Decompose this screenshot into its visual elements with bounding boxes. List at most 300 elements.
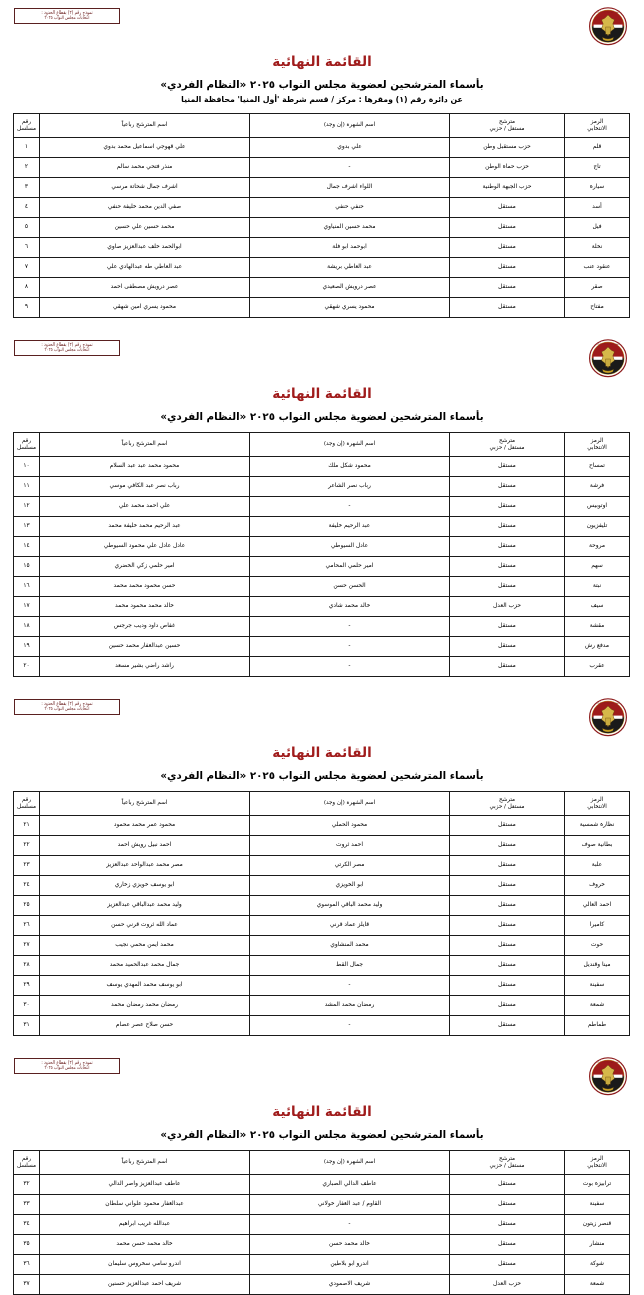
cell-fame: القاوم / عبد الغفار خولاني (250, 1195, 450, 1215)
cell-fame: محمد حسين المنياوي (250, 218, 450, 238)
candidates-table (13, 1150, 630, 1295)
cell-symbol: عنقود عنب (565, 258, 630, 278)
column-header-party-line1: مترشح (498, 796, 516, 803)
cell-party: مستقل (450, 537, 565, 557)
column-header-serial (14, 792, 40, 816)
table-row (14, 178, 630, 198)
cell-serial: ٣٤ (14, 1215, 40, 1235)
svg-text:الهيئة الوطنية للانتخابات: الهيئة الوطنية للانتخابات (596, 10, 620, 14)
cell-name: عبدالله غريب ابراهيم (40, 1215, 250, 1235)
column-header-serial-line2: مسلسل (16, 125, 37, 132)
column-header-fame (250, 114, 450, 138)
column-header-serial-line2: مسلسل (16, 444, 37, 451)
cell-symbol: تاج (565, 158, 630, 178)
cell-serial: ٢٨ (14, 956, 40, 976)
column-header-party-line1: مترشح (498, 437, 516, 444)
table-header-row (14, 792, 630, 816)
cell-symbol: شوكة (565, 1255, 630, 1275)
table-row (14, 1016, 630, 1036)
column-header-symbol (565, 114, 630, 138)
table-row (14, 617, 630, 637)
cell-party: مستقل (450, 517, 565, 537)
cell-symbol: ترابيزة بوت (565, 1175, 630, 1195)
column-header-serial-line2: مسلسل (16, 803, 37, 810)
cell-party: مستقل (450, 258, 565, 278)
table-body (14, 457, 630, 677)
cell-name: ابو يوسف محمد المهدي يوسف (40, 976, 250, 996)
cell-symbol: قلم (565, 138, 630, 158)
svg-text:الهيئة الوطنية للانتخابات: الهيئة الوطنية للانتخابات (596, 701, 620, 705)
cell-party: مستقل (450, 477, 565, 497)
cell-party: مستقل (450, 856, 565, 876)
cell-name: محمد حسين علي حسين (40, 218, 250, 238)
cell-symbol: منشار (565, 1235, 630, 1255)
cell-fame: - (250, 976, 450, 996)
section-divider-gap (0, 677, 644, 691)
cell-fame: عاطف الدالي الصباري (250, 1175, 450, 1195)
column-header-fame (250, 1151, 450, 1175)
cell-symbol: تليفزيون (565, 517, 630, 537)
column-header-serial-line1: رقم (21, 118, 32, 125)
column-header-symbol-line2: الانتخابي (587, 1162, 607, 1169)
page-subtitle: بأسماء المترشحين لعضوية مجلس النواب ٢٠٢٥ «النظام الفردي» (160, 770, 484, 782)
cell-fame: حنفي حنفي (250, 198, 450, 218)
column-header-symbol-line1: الرمز (590, 437, 604, 444)
column-header-name (40, 114, 250, 138)
cell-name: وليد محمد عبدالباقي عبدالعزيز (40, 896, 250, 916)
cell-serial: ٩ (14, 298, 40, 318)
cell-party: حزب العدل (450, 1275, 565, 1295)
column-header-serial (14, 114, 40, 138)
sheet-header (14, 691, 630, 743)
cell-name: ابو يوسف خويزي زخاري (40, 876, 250, 896)
table-row (14, 517, 630, 537)
cell-serial: ٢٩ (14, 976, 40, 996)
cell-serial: ١٦ (14, 577, 40, 597)
table-row (14, 1215, 630, 1235)
cell-party: مستقل (450, 916, 565, 936)
cell-symbol: طماطم (565, 1016, 630, 1036)
cell-party: مستقل (450, 1215, 565, 1235)
cell-name: عادل عادل علي محمود السيوطي (40, 537, 250, 557)
sheet-header (14, 0, 630, 52)
stamp-line-2: انتخابات مجلس النواب ٢٠٢٥ (44, 704, 90, 712)
table-row (14, 936, 630, 956)
cell-name: امير حلمي زكي الخضري (40, 557, 250, 577)
cell-symbol: سفينة (565, 976, 630, 996)
cell-party: مستقل (450, 198, 565, 218)
cell-symbol: مروحة (565, 537, 630, 557)
table-row (14, 198, 630, 218)
column-header-fame-line1: اسم الشهرة (إن وجد) (323, 441, 376, 447)
table-header (14, 1151, 630, 1175)
cell-fame: احمد ثروت (250, 836, 450, 856)
cell-name: حسن محمود محمد محمد (40, 577, 250, 597)
cell-party: مستقل (450, 1255, 565, 1275)
table-body (14, 1175, 630, 1295)
cell-name: رباب نصر عبد الكافي موسي (40, 477, 250, 497)
column-header-serial-line1: رقم (21, 1155, 32, 1162)
cell-fame: جمال القط (250, 956, 450, 976)
cell-serial: ١٥ (14, 557, 40, 577)
column-header-name-line1: اسم المترشح رباعياً (121, 800, 168, 806)
cell-symbol: سيارة (565, 178, 630, 198)
table-row (14, 916, 630, 936)
table-row (14, 876, 630, 896)
cell-fame: وليد محمد الباقي الموسوي (250, 896, 450, 916)
cell-serial: ٢٧ (14, 936, 40, 956)
egypt-eagle-emblem-icon (588, 697, 628, 739)
cell-party: حزب العدل (450, 597, 565, 617)
cell-name: خالد محمد محمود محمد (40, 597, 250, 617)
cell-symbol: اوتوبيس (565, 497, 630, 517)
cell-fame: اندرو ابو بلاطين (250, 1255, 450, 1275)
list-page-section-3 (0, 691, 644, 1036)
cell-serial: ٣١ (14, 1016, 40, 1036)
table-row (14, 1275, 630, 1295)
cell-serial: ٨ (14, 278, 40, 298)
cell-serial: ١ (14, 138, 40, 158)
cell-name: عبد العاطي طه عبدالهادي علي (40, 258, 250, 278)
table-body (14, 138, 630, 318)
cell-name: محمود يسري امين شهقي (40, 298, 250, 318)
cell-party: مستقل (450, 936, 565, 956)
cell-symbol: عقرب (565, 657, 630, 677)
cell-symbol: مفتاح (565, 298, 630, 318)
cell-fame: - (250, 1016, 450, 1036)
cell-fame: - (250, 657, 450, 677)
column-header-party-line2: مستقل / حزبي (489, 1162, 525, 1169)
cell-name: احمد نبيل رويش احمد (40, 836, 250, 856)
table-row (14, 1195, 630, 1215)
table-row (14, 657, 630, 677)
cell-name: محمود محمد عبد عبد السلام (40, 457, 250, 477)
table-row (14, 497, 630, 517)
egypt-eagle-emblem-icon (588, 6, 628, 48)
cell-name: جمال محمد عبدالحميد محمد (40, 956, 250, 976)
cell-party: مستقل (450, 996, 565, 1016)
column-header-serial (14, 433, 40, 457)
egypt-eagle-emblem-icon (588, 338, 628, 380)
column-header-serial-line1: رقم (21, 796, 32, 803)
column-header-fame-line1: اسم الشهرة (إن وجد) (323, 800, 376, 806)
page-subtitle: بأسماء المترشحين لعضوية مجلس النواب ٢٠٢٥ «النظام الفردي» (160, 79, 484, 91)
cell-fame: محمود الحملي (250, 816, 450, 836)
cell-serial: ١٣ (14, 517, 40, 537)
cell-serial: ٣٦ (14, 1255, 40, 1275)
cell-fame: محمد المنشاوي (250, 936, 450, 956)
cell-fame: اللواء اشرف جمال (250, 178, 450, 198)
cell-serial: ٥ (14, 218, 40, 238)
page-subtitle: بأسماء المترشحين لعضوية مجلس النواب ٢٠٢٥ «النظام الفردي» (160, 1129, 484, 1141)
cell-name: ابوالحمد خلف عبدالعزيز صاوي (40, 238, 250, 258)
cell-symbol: نخلة (565, 238, 630, 258)
cell-symbol: فرشة (565, 477, 630, 497)
list-page-section-1 (0, 0, 644, 318)
table-header (14, 114, 630, 138)
candidates-table (13, 791, 630, 1036)
column-header-symbol (565, 1151, 630, 1175)
table-row (14, 278, 630, 298)
column-header-name-line1: اسم المترشح رباعياً (121, 441, 168, 447)
column-header-serial-line1: رقم (21, 437, 32, 444)
cell-serial: ٣٣ (14, 1195, 40, 1215)
cell-party: مستقل (450, 557, 565, 577)
cell-party: مستقل (450, 836, 565, 856)
cell-symbol: قنصر زيتون (565, 1215, 630, 1235)
cell-party: مستقل (450, 577, 565, 597)
cell-fame: مصر الكرتي (250, 856, 450, 876)
cell-party: مستقل (450, 298, 565, 318)
cell-party: مستقل (450, 238, 565, 258)
cell-serial: ٣ (14, 178, 40, 198)
cell-name: صفي الدين محمد خليفة حنفي (40, 198, 250, 218)
cell-serial: ٢٠ (14, 657, 40, 677)
column-header-party (450, 792, 565, 816)
cell-symbol: صقر (565, 278, 630, 298)
table-row (14, 637, 630, 657)
table-row (14, 138, 630, 158)
table-row (14, 298, 630, 318)
stamp-line-1: نموذج رقم (٢) بقطاع الحدود : (41, 341, 93, 348)
cell-fame: محمود يسري شهقي (250, 298, 450, 318)
sheet-header (14, 332, 630, 384)
cell-fame: رمضان محمد المشد (250, 996, 450, 1016)
cell-symbol: احمد العالي (565, 896, 630, 916)
candidates-table (13, 113, 630, 318)
cell-serial: ٣٥ (14, 1235, 40, 1255)
table-header (14, 792, 630, 816)
column-header-party-line2: مستقل / حزبي (489, 803, 525, 810)
cell-party: حزب مستقبل وطن (450, 138, 565, 158)
page-subtitle: بأسماء المترشحين لعضوية مجلس النواب ٢٠٢٥ «النظام الفردي» (160, 411, 484, 423)
cell-name: رمضان محمد رمضان محمد (40, 996, 250, 1016)
cell-fame: محمود شكل ملك (250, 457, 450, 477)
table-row (14, 557, 630, 577)
cell-party: مستقل (450, 976, 565, 996)
cell-party: مستقل (450, 657, 565, 677)
column-header-name (40, 792, 250, 816)
stamp-line-2: انتخابات مجلس النواب ٢٠٢٥ (44, 1063, 90, 1071)
cell-party: مستقل (450, 896, 565, 916)
cell-name: منذر فتحي محمد سالم (40, 158, 250, 178)
cell-fame: امير حلمي المحامي (250, 557, 450, 577)
cell-serial: ١٨ (14, 617, 40, 637)
column-header-fame-line1: اسم الشهرة (إن وجد) (323, 122, 376, 128)
column-header-party (450, 114, 565, 138)
cell-party: مستقل (450, 816, 565, 836)
column-header-symbol-line2: الانتخابي (587, 803, 607, 810)
cell-symbol: أسد (565, 198, 630, 218)
stamp-line-1: نموذج رقم (٢) بقطاع الحدود : (41, 700, 93, 707)
cell-name: مصر محمد عبدالواحد عبدالعزيز (40, 856, 250, 876)
cell-symbol: سيف (565, 597, 630, 617)
table-row (14, 258, 630, 278)
cell-party: مستقل (450, 876, 565, 896)
cell-name: علي احمد محمد علي (40, 497, 250, 517)
column-header-party (450, 1151, 565, 1175)
cell-serial: ٧ (14, 258, 40, 278)
column-header-serial (14, 1151, 40, 1175)
cell-name: محمود عمر محمد محمود (40, 816, 250, 836)
cell-party: مستقل (450, 278, 565, 298)
table-row (14, 836, 630, 856)
cell-symbol: سفينة (565, 1195, 630, 1215)
cell-fame: علي بدوي (250, 138, 450, 158)
svg-text:الهيئة الوطنية للانتخابات: الهيئة الوطنية للانتخابات (596, 1060, 620, 1064)
cell-symbol: كاميرا (565, 916, 630, 936)
column-header-party (450, 433, 565, 457)
cell-fame: عبد الرحيم خليفة (250, 517, 450, 537)
cell-name: عبدالغفار محمود علواني سلطان (40, 1195, 250, 1215)
table-row (14, 477, 630, 497)
cell-serial: ٢١ (14, 816, 40, 836)
cell-fame: - (250, 158, 450, 178)
cell-symbol: شمعة (565, 1275, 630, 1295)
cell-fame: قايلز عماد قرني (250, 916, 450, 936)
list-page-section-2 (0, 332, 644, 677)
cell-serial: ٦ (14, 238, 40, 258)
page-title: القائمة النهائية (272, 745, 372, 761)
cell-name: غفاص داود وديب جرجس (40, 617, 250, 637)
cell-fame: ابو الخويزي (250, 876, 450, 896)
column-header-name (40, 433, 250, 457)
column-header-party-line2: مستقل / حزبي (489, 125, 525, 132)
column-header-name-line1: اسم المترشح رباعياً (121, 122, 168, 128)
cell-party: مستقل (450, 457, 565, 477)
cell-party: مستقل (450, 1235, 565, 1255)
stamp-line-1: نموذج رقم (٢) بقطاع الحدود : (41, 9, 93, 16)
candidates-table (13, 432, 630, 677)
cell-serial: ٢ (14, 158, 40, 178)
cell-serial: ٢٢ (14, 836, 40, 856)
page-scope-line: عن دائرة رقم (١) ومقرها : مركز / قسم شرطة 'أول المنيا' محافظة المنيا (181, 95, 463, 104)
stamp-line-2: انتخابات مجلس النواب ٢٠٢٥ (44, 13, 90, 21)
cell-serial: ٣٢ (14, 1175, 40, 1195)
cell-symbol: مدفع رش (565, 637, 630, 657)
cell-symbol: نبتة (565, 577, 630, 597)
cell-party: مستقل (450, 1195, 565, 1215)
table-row (14, 976, 630, 996)
cell-symbol: علبة (565, 856, 630, 876)
cell-party: حزب الجبهة الوطنية (450, 178, 565, 198)
table-row (14, 996, 630, 1016)
cell-name: راشد راضي بشير مسعد (40, 657, 250, 677)
table-row (14, 238, 630, 258)
cell-name: علي قهوجي اسماعيل محمد بدوي (40, 138, 250, 158)
table-row (14, 896, 630, 916)
cell-symbol: مينا وقنديل (565, 956, 630, 976)
form-number-stamp (14, 8, 120, 24)
table-row (14, 457, 630, 477)
cell-symbol: شمعة (565, 996, 630, 1016)
form-number-stamp (14, 699, 120, 715)
column-header-party-line1: مترشح (498, 1155, 516, 1162)
cell-name: اشرف جمال شحاتة مرسي (40, 178, 250, 198)
cell-fame: - (250, 497, 450, 517)
cell-symbol: بطانية صوف (565, 836, 630, 856)
form-number-stamp (14, 340, 120, 356)
cell-serial: ١٠ (14, 457, 40, 477)
column-header-name-line1: اسم المترشح رباعياً (121, 1159, 168, 1165)
form-number-stamp (14, 1058, 120, 1074)
cell-serial: ٤ (14, 198, 40, 218)
page-title: القائمة النهائية (272, 386, 372, 402)
cell-name: شريف احمد عبدالعزيز حسنين (40, 1275, 250, 1295)
cell-party: مستقل (450, 617, 565, 637)
cell-symbol: مقشة (565, 617, 630, 637)
column-header-symbol-line1: الرمز (590, 1155, 604, 1162)
table-row (14, 218, 630, 238)
table-row (14, 597, 630, 617)
column-header-party-line2: مستقل / حزبي (489, 444, 525, 451)
cell-party: مستقل (450, 956, 565, 976)
cell-fame: خالد محمد شادي (250, 597, 450, 617)
column-header-symbol-line2: الانتخابي (587, 444, 607, 451)
cell-party: مستقل (450, 1175, 565, 1195)
cell-name: عماد الله ثروت قرني حسن (40, 916, 250, 936)
cell-fame: - (250, 637, 450, 657)
cell-fame: شريف الاصمودي (250, 1275, 450, 1295)
column-header-fame (250, 433, 450, 457)
cell-name: خالد محمد حسن محمد (40, 1235, 250, 1255)
cell-symbol: نظارة شمسية (565, 816, 630, 836)
cell-symbol: خروف (565, 876, 630, 896)
page-title: القائمة النهائية (272, 54, 372, 70)
table-row (14, 1175, 630, 1195)
cell-symbol: تمساح (565, 457, 630, 477)
column-header-symbol-line2: الانتخابي (587, 125, 607, 132)
column-header-fame-line1: اسم الشهرة (إن وجد) (323, 1159, 376, 1165)
table-header-row (14, 433, 630, 457)
table-header-row (14, 114, 630, 138)
cell-symbol: فيل (565, 218, 630, 238)
cell-serial: ٢٦ (14, 916, 40, 936)
column-header-symbol (565, 433, 630, 457)
cell-serial: ٢٣ (14, 856, 40, 876)
table-row (14, 577, 630, 597)
cell-serial: ١٧ (14, 597, 40, 617)
table-header (14, 433, 630, 457)
column-header-fame (250, 792, 450, 816)
table-row (14, 537, 630, 557)
cell-serial: ٢٤ (14, 876, 40, 896)
cell-serial: ١٢ (14, 497, 40, 517)
column-header-name (40, 1151, 250, 1175)
column-header-party-line1: مترشح (498, 118, 516, 125)
cell-serial: ١٩ (14, 637, 40, 657)
cell-fame: - (250, 1215, 450, 1235)
cell-party: مستقل (450, 218, 565, 238)
cell-party: حزب حماة الوطن (450, 158, 565, 178)
cell-name: عاطف عبدالعزيز واصر الدالي (40, 1175, 250, 1195)
cell-fame: ابوحمد ابو فلة (250, 238, 450, 258)
table-row (14, 158, 630, 178)
table-row (14, 1235, 630, 1255)
cell-name: عصر درويش مصطفى احمد (40, 278, 250, 298)
page-title: القائمة النهائية (272, 1104, 372, 1120)
table-row (14, 816, 630, 836)
cell-fame: - (250, 617, 450, 637)
list-page-section-4 (0, 1050, 644, 1295)
table-header-row (14, 1151, 630, 1175)
section-divider-gap (0, 318, 644, 332)
section-divider-gap (0, 1036, 644, 1050)
svg-text:الهيئة الوطنية للانتخابات: الهيئة الوطنية للانتخابات (596, 342, 620, 346)
column-header-symbol-line1: الرمز (590, 118, 604, 125)
cell-serial: ١٤ (14, 537, 40, 557)
cell-serial: ٣٠ (14, 996, 40, 1016)
